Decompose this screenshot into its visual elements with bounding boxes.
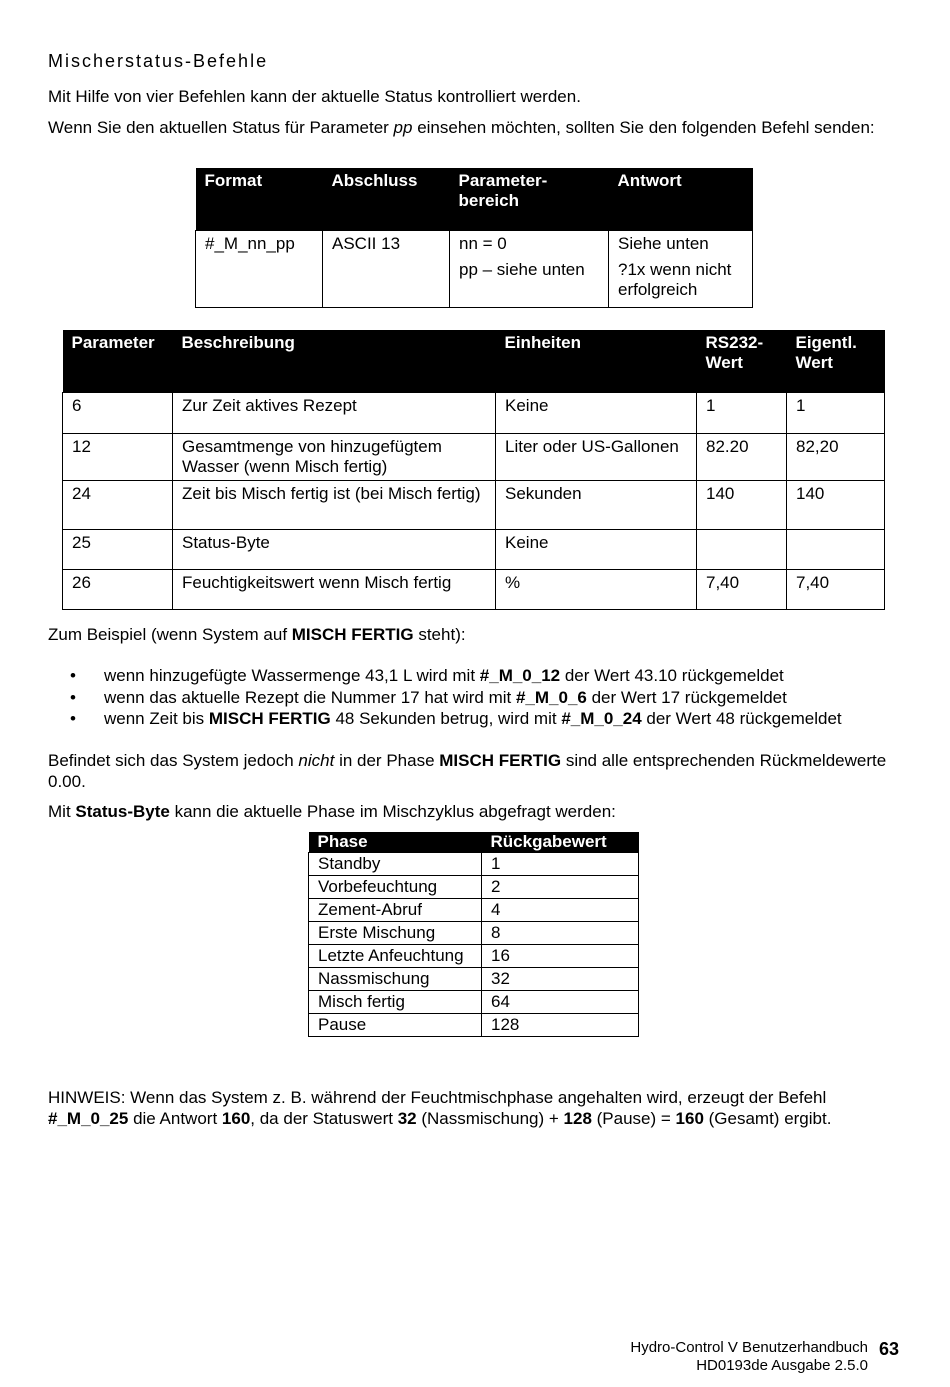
list-item: • wenn das aktuelle Rezept die Nummer 17 hat wird mit #_M_0_6 der Wert 17 rückgemeldet <box>70 687 787 707</box>
cell-value: 8 <box>482 922 639 945</box>
cell-rs232 <box>697 530 787 570</box>
table-row <box>309 876 639 899</box>
col-abschluss: Abschluss <box>323 168 450 231</box>
table-row <box>63 481 885 530</box>
cell-beschreibung: Status-Byte <box>173 530 496 570</box>
col-phase: Phase <box>309 832 482 853</box>
col-eigentl-wert: Eigentl. Wert <box>787 330 885 393</box>
table-row <box>309 1014 639 1037</box>
cell-value: 2 <box>482 876 639 899</box>
example-paragraph: Zum Beispiel (wenn System auf MISCH FERTIG steht): <box>48 625 466 644</box>
table-row <box>309 922 639 945</box>
footer <box>630 1339 868 1375</box>
col-format: Format <box>196 168 323 231</box>
cell-wert: 140 <box>787 481 885 530</box>
cell-phase: Vorbefeuchtung <box>309 876 482 899</box>
cell-value: 1 <box>482 853 639 876</box>
col-rs232-wert: RS232- Wert <box>697 330 787 393</box>
cell-wert: 7,40 <box>787 570 885 610</box>
table-row <box>309 853 639 876</box>
cell-phase: Erste Mischung <box>309 922 482 945</box>
cell-beschreibung: Feuchtigkeitswert wenn Misch fertig <box>173 570 496 610</box>
col-beschreibung: Beschreibung <box>173 330 496 393</box>
cell-value: 16 <box>482 945 639 968</box>
cell-parameter: 6 <box>63 393 173 434</box>
command-table <box>195 168 753 308</box>
table-row <box>196 231 753 308</box>
cell-format: #_M_nn_pp <box>196 231 323 308</box>
table-row <box>63 570 885 610</box>
command-table-header <box>196 168 753 231</box>
phase-table-header <box>309 832 639 853</box>
cell-wert <box>787 530 885 570</box>
parameter-table-header <box>63 330 885 393</box>
list-item: • wenn Zeit bis MISCH FERTIG 48 Sekunden betrug, wird mit #_M_0_24 der Wert 48 rückgemeldet <box>70 709 842 728</box>
cell-bereich: nn = 0 pp – siehe unten <box>450 231 609 308</box>
cell-einheiten: % <box>496 570 697 610</box>
table-row <box>63 434 885 481</box>
table-row <box>309 945 639 968</box>
status-byte-paragraph: Mit Status-Byte kann die aktuelle Phase im Mischzyklus abgefragt werden: <box>48 802 616 821</box>
table-row <box>63 393 885 434</box>
cell-phase: Standby <box>309 853 482 876</box>
cell-rs232: 7,40 <box>697 570 787 610</box>
table-row <box>309 991 639 1014</box>
intro-paragraph: Mit Hilfe von vier Befehlen kann der aktuelle Status kontrolliert werden. <box>48 87 581 106</box>
param-pp: pp <box>393 118 413 137</box>
parameter-table <box>62 330 885 610</box>
cell-parameter: 12 <box>63 434 173 481</box>
footer-title: Hydro-Control V Benutzerhandbuch <box>630 1339 868 1356</box>
footer-edition: HD0193de Ausgabe 2.5.0 <box>696 1357 868 1374</box>
table-row <box>309 968 639 991</box>
col-rueckgabewert: Rückgabewert <box>482 832 639 853</box>
cell-beschreibung: Zur Zeit aktives Rezept <box>173 393 496 434</box>
col-parameterbereich: Parameter- bereich <box>450 168 609 231</box>
cell-einheiten: Keine <box>496 393 697 434</box>
cell-wert: 1 <box>787 393 885 434</box>
col-einheiten: Einheiten <box>496 330 697 393</box>
table-row <box>309 899 639 922</box>
table-row <box>63 530 885 570</box>
cell-parameter: 24 <box>63 481 173 530</box>
list-item: • wenn hinzugefügte Wassermenge 43,1 L wird mit #_M_0_12 der Wert 43.10 rückgemeldet <box>70 666 784 685</box>
cell-value: 32 <box>482 968 639 991</box>
cell-rs232: 140 <box>697 481 787 530</box>
example-list <box>48 665 842 730</box>
note-paragraph: HINWEIS: Wenn das System z. B. während der Feuchtmischphase angehalten wird, erzeugt der Befehl #_M_0_25 die Antwort 160, da der Statuswert 32 (Nassmischung) + 128 (Pause) = 160 (Gesamt) ergibt. <box>48 1088 832 1128</box>
cell-parameter: 26 <box>63 570 173 610</box>
cell-parameter: 25 <box>63 530 173 570</box>
cell-value: 4 <box>482 899 639 922</box>
page-number: 63 <box>879 1339 900 1359</box>
cell-value: 128 <box>482 1014 639 1037</box>
col-antwort: Antwort <box>609 168 753 231</box>
section-heading: Mischerstatus-Befehle <box>48 51 269 71</box>
not-ready-paragraph: Befindet sich das System jedoch nicht in der Phase MISCH FERTIG sind alle entsprechenden Rückmeldewerte 0.00. <box>48 751 887 791</box>
cell-wert: 82,20 <box>787 434 885 481</box>
command-paragraph: Wenn Sie den aktuellen Status für Parameter pp einsehen möchten, sollten Sie den folgenden Befehl senden: <box>48 118 875 137</box>
cell-beschreibung: Zeit bis Misch fertig ist (bei Misch fertig) <box>173 481 496 530</box>
phase-table <box>308 832 639 1037</box>
col-parameter: Parameter <box>63 330 173 393</box>
cell-value: 64 <box>482 991 639 1014</box>
cell-rs232: 1 <box>697 393 787 434</box>
cell-phase: Letzte Anfeuchtung <box>309 945 482 968</box>
cell-einheiten: Keine <box>496 530 697 570</box>
cell-rs232: 82.20 <box>697 434 787 481</box>
cell-abschluss: ASCII 13 <box>323 231 450 308</box>
cell-phase: Misch fertig <box>309 991 482 1014</box>
cell-beschreibung: Gesamtmenge von hinzugefügtem Wasser (wenn Misch fertig) <box>173 434 496 481</box>
cell-einheiten: Liter oder US-Gallonen <box>496 434 697 481</box>
cell-phase: Zement-Abruf <box>309 899 482 922</box>
cell-phase: Pause <box>309 1014 482 1037</box>
cell-einheiten: Sekunden <box>496 481 697 530</box>
cell-antwort: Siehe unten ?1x wenn nicht erfolgreich <box>609 231 753 308</box>
cell-phase: Nassmischung <box>309 968 482 991</box>
